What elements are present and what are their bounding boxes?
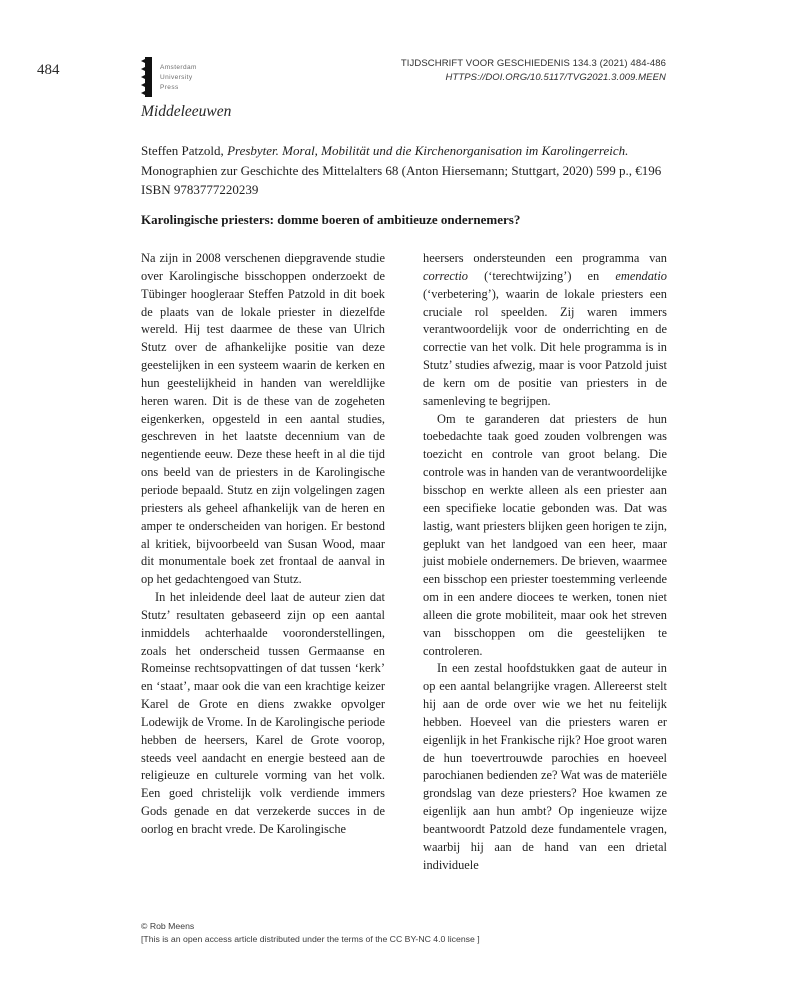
copyright-line: © Rob Meens: [141, 921, 195, 931]
aup-logo-mark: [140, 56, 153, 98]
journal-reference: TIJDSCHRIFT VOOR GESCHIEDENIS 134.3 (2021) 484-486: [400, 58, 666, 69]
text-segment: Om te garanderen dat priesters de hun toebedachte taak goed zouden volbrengen was toezicht en controle van groot belang. Die controle was in handen van de verantwoordelijke bisschop en werkte alleen als een priester aan een specifieke locatie gebonden was. Dat was lastig, want priesters blijken geen horigen te zijn, geplukt van het landgoed van een heer, maar juist mobiele ondernemers. De brieven, waarmee een bisschop een priester toestemming verleende om in een andere diocees te werken, tonen niet alleen die grote mobiliteit, maar ook het streven van bisschoppen om die geestelijken te controleren.: [423, 411, 667, 658]
body-paragraph: [423, 411, 667, 661]
page-footer: [141, 920, 480, 946]
body-paragraph: [141, 250, 385, 589]
italic-term: Presbyter. Moral, Mobilität und die Kirchenorganisation im Karolingerreich.: [227, 143, 629, 158]
book-citation: [141, 141, 668, 200]
left-column: [141, 250, 385, 875]
text-segment: Na zijn in 2008 verschenen diepgravende studie over Karolingische bisschoppen onderzoekt de Tübinger hoogleraar Steffen Patzold in dit boek de plaats van de lokale priester in diezelfde wereld. Hij test daarmee de these van Ulrich Stutz over de afhankelijke positie van deze geestelijken in een systeem waarin de kerken en hun geestelijkheid in handen van wereldlijke heren waren. Dit is de these van de zogeheten eigenkerken, opgesteld in een aantal studies, geschreven in het laatste decennium van de negentiende eeuw. Deze these heeft in al die tijd ons beeld van de priesters in de Karolingische periode bepaald. Stutz en zijn volgelingen zagen priesters als geheel afhankelijk van de heren en amper te onderscheiden van horigen. Er bestond al kritiek, bijvoorbeeld van Susan Wood, maar dit monumentale boek zet frontaal de aanval in op het gedachtengoed van Stutz.: [141, 251, 385, 587]
publisher-logo-line: University: [160, 74, 193, 81]
text-segment: In een zestal hoofdstukken gaat de auteur in op een aantal belangrijke vragen. Allereerst stelt hij aan de orde over wie we het nu feitelijk hebben. Hoeveel van die priesters waren er eigenlijk in het Frankische rijk? Hoe groot waren de hun toevertrouwde parochies en hoeveel parochianen bedienden ze? Wat was de materiële grondslag van deze priesters? Hoe kwamen ze eigenlijk aan hun ambt? Op ingenieuze wijze beantwoordt Patzold deze fundamentele vragen, waarbij hij aan de hand van een drietal individuele: [423, 661, 667, 872]
doi-reference: HTTPS://DOI.ORG/10.5117/TVG2021.3.009.MEEN: [445, 72, 666, 83]
body-paragraph: [423, 250, 667, 411]
section-label: Middeleeuwen: [141, 103, 232, 120]
page-number: 484: [37, 62, 60, 78]
publisher-logo-text: [160, 56, 197, 98]
review-title: Karolingische priesters: domme boeren of ambitieuze ondernemers?: [141, 212, 521, 227]
italic-term: correctio: [423, 268, 468, 283]
body-paragraph: [141, 589, 385, 839]
text-segment: Steffen Patzold,: [141, 143, 228, 158]
body-paragraph: [423, 660, 667, 874]
publisher-logo-line: Press: [160, 84, 179, 91]
license-line: [This is an open access article distributed under the terms of the CC BY-NC 4.0 license ]: [141, 934, 480, 944]
text-segment: Monographien zur Geschichte des Mittelalters 68 (Anton Hiersemann; Stuttgart, 2020) 599 p., €196 ISBN 9783777220239: [141, 162, 662, 197]
right-column: [423, 250, 667, 875]
text-segment: (‘verbetering’), waarin de lokale priesters een cruciale rol speelden. Zij waren immers verantwoordelijk voor de onderrichting en de correctie van het volk. Dit hele programma is in Stutz’ studies afwezig, maar is voor Patzold juist de kern om de positie van priesters in de samenleving te begrijpen.: [423, 286, 667, 408]
publisher-logo-line: Amsterdam: [160, 64, 197, 71]
text-segment: (‘terechtwijzing’) en: [467, 268, 616, 283]
journal-header: [401, 57, 666, 85]
text-segment: heersers ondersteunden een programma van: [423, 251, 667, 265]
text-segment: In het inleidende deel laat de auteur zien dat Stutz’ resultaten gebaseerd zijn op een aantal inmiddels achterhaalde vooronderstellingen, zoals het onderscheid tussen Germaanse en Romeinse rechtsopvattingen of dat tussen ‘kerk’ en ‘staat’, maar ook die van een krachtige keizer Karel de Grote en diens zwakke opvolger Lodewijk de Vrome. In de Karolingische periode hebben de heersers, Karel de Grote voorop, steeds veel aandacht en energie besteed aan de religieuze en culturele vorming van het volk. Een goed christelijk volk verdiende immers Gods genade en dat verzekerde succes in de oorlog en bracht vrede. De Karolingische: [141, 590, 385, 836]
review-body: [141, 250, 668, 875]
publisher-logo: [140, 56, 197, 98]
italic-term: emendatio: [615, 268, 667, 283]
